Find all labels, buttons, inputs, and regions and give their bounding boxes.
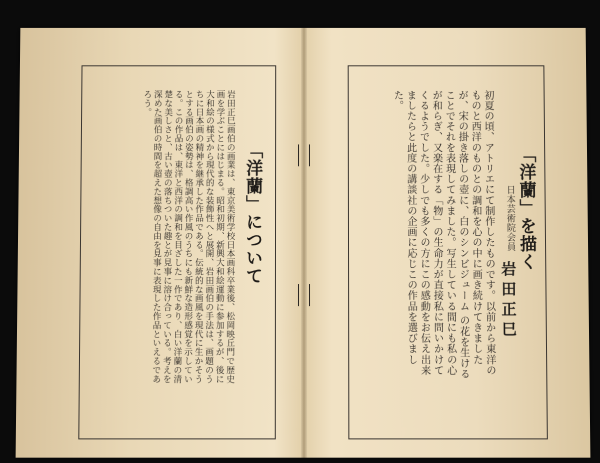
left-page-frame: [78, 65, 276, 439]
center-fold: [301, 28, 307, 458]
crop-mark-top: [298, 144, 310, 166]
author-name: 岩田正巳: [499, 261, 518, 342]
left-page-body: 岩田正巳画伯の画業は、東京美術学校日本画科卒業後、松岡映丘門で歴史画を学ぶことにはじまる。昭和初期、新興大和絵運動に参加するが、後に大和絵の様式から現代的な装飾性へと展開、岩田画伯の手法は、画題のうちに日本画の精神を継承した作品である。伝統的な画風を現代に生かそうとする画伯の姿勢は、格調高い作風のうちにも新鮮な造形感覚を示している。この作品は、東洋と西洋の調和を目ざした一作であり、白い洋蘭の清楚な美しさと、古い壺の落ちついた趣とが見事に溶け合っている。考えを深めた画伯の時間を超えた想像の自由を見事に表現した作品といえるであろう。: [141, 89, 236, 384]
right-page-frame: [348, 65, 548, 439]
right-page-title: 「洋蘭」を描く: [515, 145, 537, 272]
author-affiliation: 日本芸術院会員: [504, 185, 516, 252]
crop-mark-bottom: [298, 284, 310, 306]
right-page-body: 初夏の頃、アトリエにて制作したものです。以前から東洋のものと西洋のものとの調和を心の中に画き続けてきましたが、宋の掛き落しの壺に、白のシンビジューム の花を生けることでそれを表現してみました。写生している間にも私の心が和らぎ、又楽在する「物」の生命力が直接私に問いかけてくるようでした。少しでも多くの方にこの感動をお伝え出来ましたらと此度の講談社の企画に応じこの作品を選びました。: [391, 89, 495, 380]
left-page-title: 「洋蘭」について: [241, 141, 263, 286]
open-booklet: [16, 28, 591, 458]
